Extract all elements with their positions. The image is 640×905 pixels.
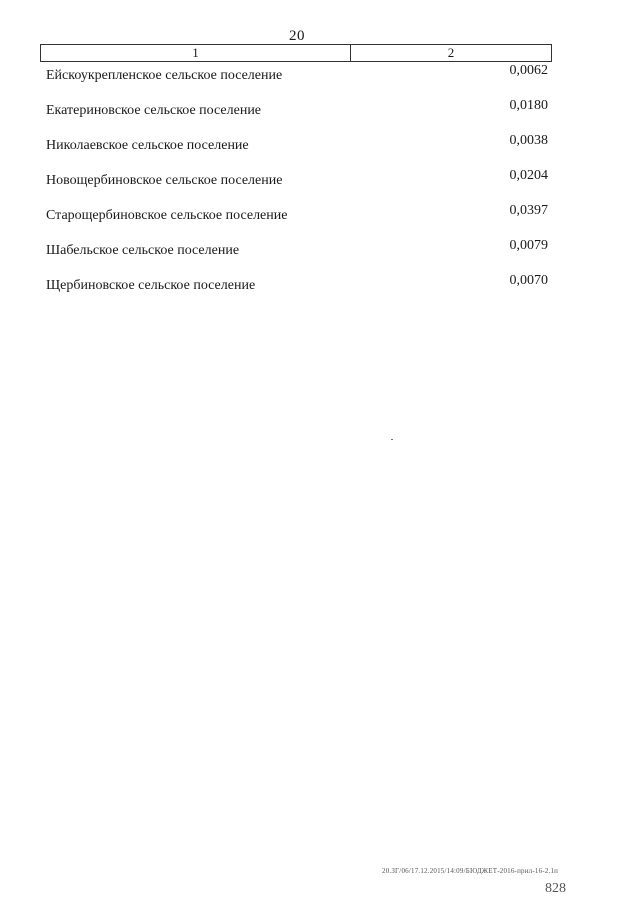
table-column-header <box>40 44 552 62</box>
column-header-2: 2 <box>447 45 455 60</box>
settlement-name: Новощербиновское сельское поселение <box>46 173 283 188</box>
settlement-name: Екатериновское сельское поселение <box>46 103 262 118</box>
document-footer-code: 20.ЗГ/06/17.12.2015/14:09/БЮДЖЕТ-2016-прил-16-2.1п <box>382 867 559 875</box>
settlement-value: 0,0062 <box>509 63 548 78</box>
table-row <box>46 63 548 98</box>
settlement-name: Шабельское сельское поселение <box>46 243 240 258</box>
table-row <box>46 238 548 273</box>
scan-speck <box>391 439 393 440</box>
settlement-value: 0,0070 <box>509 273 548 288</box>
settlement-value: 0,0079 <box>509 238 548 253</box>
settlement-value: 0,0180 <box>509 98 548 113</box>
table-row <box>46 168 548 203</box>
settlement-value: 0,0038 <box>509 133 548 148</box>
settlement-name: Щербиновское сельское поселение <box>46 278 256 293</box>
settlement-name: Ейскоукрепленское сельское поселение <box>46 68 283 83</box>
settlement-name: Николаевское сельское поселение <box>46 138 249 153</box>
table-body <box>46 63 548 308</box>
table-row <box>46 273 548 308</box>
settlement-value: 0,0204 <box>509 168 548 183</box>
table-row <box>46 98 548 133</box>
settlement-value: 0,0397 <box>509 203 548 218</box>
page-number: 20 <box>289 28 305 44</box>
column-header-1: 1 <box>41 45 351 61</box>
settlement-name: Старощербиновское сельское поселение <box>46 208 288 223</box>
table-row <box>46 133 548 168</box>
table-row <box>46 203 548 238</box>
sheet-number: 828 <box>545 881 566 896</box>
